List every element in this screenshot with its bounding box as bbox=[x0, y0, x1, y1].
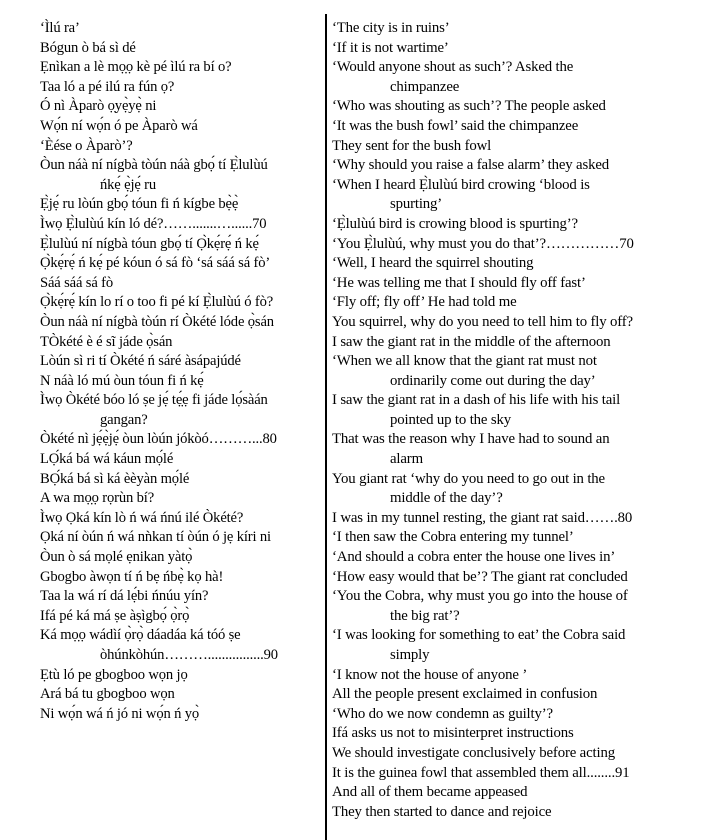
english-verse-line: ‘Who do we now condemn as guilty’? bbox=[332, 705, 553, 722]
yoruba-verse-line: TÒkété è é sĩ jáde ọ̀sán bbox=[40, 333, 173, 350]
english-verse-line: I saw the giant rat in the middle of the afternoon bbox=[332, 333, 611, 350]
english-verse-line: They then started to dance and rejoice bbox=[332, 803, 552, 820]
english-verse-line: ‘How easy would that be’? The giant rat concluded bbox=[332, 568, 628, 585]
english-verse-line: ‘Would anyone shout as such’? Asked the bbox=[332, 59, 574, 76]
yoruba-verse-line: ‘Èése o Àparò’? bbox=[40, 137, 133, 154]
yoruba-verse-line: Ẹnìkan a lè mọ̣ọ kè pé ìlú ra bí o? bbox=[40, 59, 232, 76]
yoruba-verse-line: Taa la wá rí dá lẹ́bi ńnúu yín? bbox=[40, 588, 209, 605]
english-verse-line: ‘He was telling me that I should fly off fast’ bbox=[332, 274, 586, 291]
english-verse-line: ‘Why should you raise a false alarm’ they asked bbox=[332, 157, 610, 174]
yoruba-verse-line: Ọ̀kẹ́rẹ́ kín lo rí o too fi pé kí Ẹ̀lulùú ó fò? bbox=[40, 294, 274, 311]
english-verse-line: All the people present exclaimed in confusion bbox=[332, 686, 598, 703]
english-verse-line: I was in my tunnel resting, the giant rat said…….80 bbox=[332, 509, 633, 526]
yoruba-verse-line: A wa mọ̣ọ rọrùn bí? bbox=[40, 490, 155, 507]
english-verse-line: ‘You Ẹ̀lulùú, why must you do that’?……………70 bbox=[332, 235, 634, 252]
english-verse-line: pointed up to the sky bbox=[390, 411, 511, 428]
yoruba-verse-line: Ó nì Àparò ọ̣yẹ̀yẹ̀ ni bbox=[40, 98, 157, 115]
yoruba-verse-line: LỌ́ká bá wá káun mọ́lé bbox=[40, 451, 174, 468]
english-verse-line: They sent for the bush fowl bbox=[332, 137, 492, 154]
english-verse-line: ‘When we all know that the giant rat must not bbox=[332, 353, 597, 370]
english-verse-line: ‘I know not the house of anyone ’ bbox=[332, 666, 528, 683]
english-column bbox=[332, 19, 698, 822]
yoruba-verse-line: Òkété nì jẹ́ẹ̀jẹ́ òun lòún jókòó………...80 bbox=[40, 431, 277, 448]
yoruba-verse-line: Òun náà ní nígbà tòún rí Òkété lóde ọ̀sán bbox=[40, 313, 274, 330]
yoruba-verse-line: Ìwọ Ọká kín lò ń wá ńnú ilé Òkété? bbox=[40, 509, 244, 526]
english-verse-line: It is the guinea fowl that assembled them all........91 bbox=[332, 764, 630, 781]
yoruba-verse-line: Ẹtù ló pe gbogboo wọn jọ bbox=[40, 666, 188, 683]
english-verse-line: ‘When I heard Ẹ̀lulùú bird crowing ‘blood is bbox=[332, 176, 590, 193]
english-verse-line: You squirrel, why do you need to tell him to fly off? bbox=[332, 313, 633, 330]
yoruba-verse-line: Sáá sáá sá fò bbox=[40, 274, 114, 291]
english-verse-line: ‘Well, I heard the squirrel shouting bbox=[332, 255, 534, 272]
english-verse-line: Ifá asks us not to misinterpret instructions bbox=[332, 725, 574, 742]
yoruba-verse-line: Ìwọ Òkété bóo ló ṣe jẹ́ tẹ̣́ẹ fi jáde lọ́sàán bbox=[40, 392, 268, 409]
yoruba-verse-line: gangan? bbox=[100, 411, 148, 428]
english-verse-line: ‘Ẹ̀lulùú bird is crowing blood is spurting’? bbox=[332, 215, 578, 232]
english-verse-line: ‘The city is in ruins’ bbox=[332, 20, 450, 36]
english-verse-line: We should investigate conclusively before acting bbox=[332, 744, 615, 761]
yoruba-verse-line: Ká mọ̣ọ wádìí ọ̀rọ̀ dáadáa ká tóó ṣe bbox=[40, 627, 241, 644]
yoruba-verse-line: ‘Ìlú ra’ bbox=[40, 20, 80, 36]
english-verse-line: ‘You the Cobra, why must you go into the house of bbox=[332, 588, 628, 605]
yoruba-verse-line: Gbogbo àwọn tí ń bẹ ńbẹ̀ kọ hà! bbox=[40, 568, 224, 585]
english-verse-line: ‘If it is not wartime’ bbox=[332, 39, 449, 56]
yoruba-verse-line: Lòún sì ri tí Òkété ń sáré àsápajúdé bbox=[40, 353, 241, 370]
english-verse-line: chimpanzee bbox=[390, 78, 460, 95]
yoruba-verse-line: Ni wọ́n wá ń jó ni wọ́n ń yọ̀ bbox=[40, 705, 200, 722]
english-verse-line: ‘And should a cobra enter the house one lives in’ bbox=[332, 549, 616, 566]
english-verse-line: alarm bbox=[390, 451, 423, 468]
yoruba-verse-line: ńkẹ́ ẹ̀jẹ́ ru bbox=[100, 176, 157, 193]
yoruba-verse-line: Ọká ní òún ń wá nǹkan tí òún ó jẹ kíri ni bbox=[40, 529, 271, 546]
english-verse-line: And all of them became appeased bbox=[332, 784, 528, 801]
english-verse-line: ‘Who was shouting as such’? The people asked bbox=[332, 98, 606, 115]
yoruba-verse-line: Ọ̀kẹ́rẹ́ ń kẹ́ pé kóun ó sá fò ‘sá sáá sá fò’ bbox=[40, 255, 271, 272]
yoruba-verse-line: BỌ́ká bá sì ká èèyàn mọ́lé bbox=[40, 470, 190, 487]
english-verse-line: the big rat’? bbox=[390, 607, 460, 624]
english-verse-line: ‘It was the bush fowl’ said the chimpanzee bbox=[332, 117, 579, 134]
yoruba-verse-line: Ìwọ Ẹ̀lulùú kín ló dé?…….......…......70 bbox=[40, 215, 267, 232]
english-verse-line: ‘I was looking for something to eat’ the Cobra said bbox=[332, 627, 626, 644]
yoruba-verse-line: Òun náà ní nígbà tòún náà gbọ́ tí Ẹ̀lulùú bbox=[40, 157, 268, 174]
english-verse-line: That was the reason why I have had to sound an bbox=[332, 431, 610, 448]
yoruba-column bbox=[40, 19, 323, 724]
english-verse-line: ordinarily come out during the day’ bbox=[390, 372, 596, 389]
yoruba-verse-line: N náà ló mú òun tóun fi ń kẹ́ bbox=[40, 372, 204, 389]
yoruba-verse-line: Ẹ̀jẹ́ ru lòún gbọ́ tóun fi ń kígbe bẹ̀ẹ̀ bbox=[40, 196, 239, 213]
english-verse-line: You giant rat ‘why do you need to go out in the bbox=[332, 470, 605, 487]
yoruba-verse-line: Ẹ̀lulùú ní nígbà tóun gbọ́ tí Ọ̀kẹ́rẹ́ ń kẹ́ bbox=[40, 235, 259, 252]
yoruba-verse-line: Òun ò sá mọlé ẹnikan yàtọ̀ bbox=[40, 549, 193, 566]
yoruba-verse-line: Ifá pé ká má ṣe àṣìgbọ́ ọ̀rọ̀ bbox=[40, 607, 190, 624]
column-divider bbox=[325, 14, 327, 840]
yoruba-verse-line: Bógun ò bá sì dé bbox=[40, 39, 136, 56]
yoruba-verse-line: Wọ́n ní wọ́n ó pe Àparò wá bbox=[40, 117, 198, 134]
english-verse-line: simply bbox=[390, 647, 430, 663]
yoruba-verse-line: Taa ló a pé ilú ra fún ọ? bbox=[40, 78, 175, 95]
english-verse-line: I saw the giant rat in a dash of his life with his tail bbox=[332, 392, 621, 409]
english-verse-line: spurting’ bbox=[390, 196, 443, 213]
yoruba-verse-line: Ará bá tu gbogboo wọn bbox=[40, 686, 175, 703]
english-verse-line: ‘Fly off; fly off’ He had told me bbox=[332, 294, 517, 311]
yoruba-verse-line: òhúnkòhún………................90 bbox=[100, 647, 278, 663]
english-verse-line: ‘I then saw the Cobra entering my tunnel’ bbox=[332, 529, 574, 546]
english-verse-line: middle of the day’? bbox=[390, 490, 503, 507]
